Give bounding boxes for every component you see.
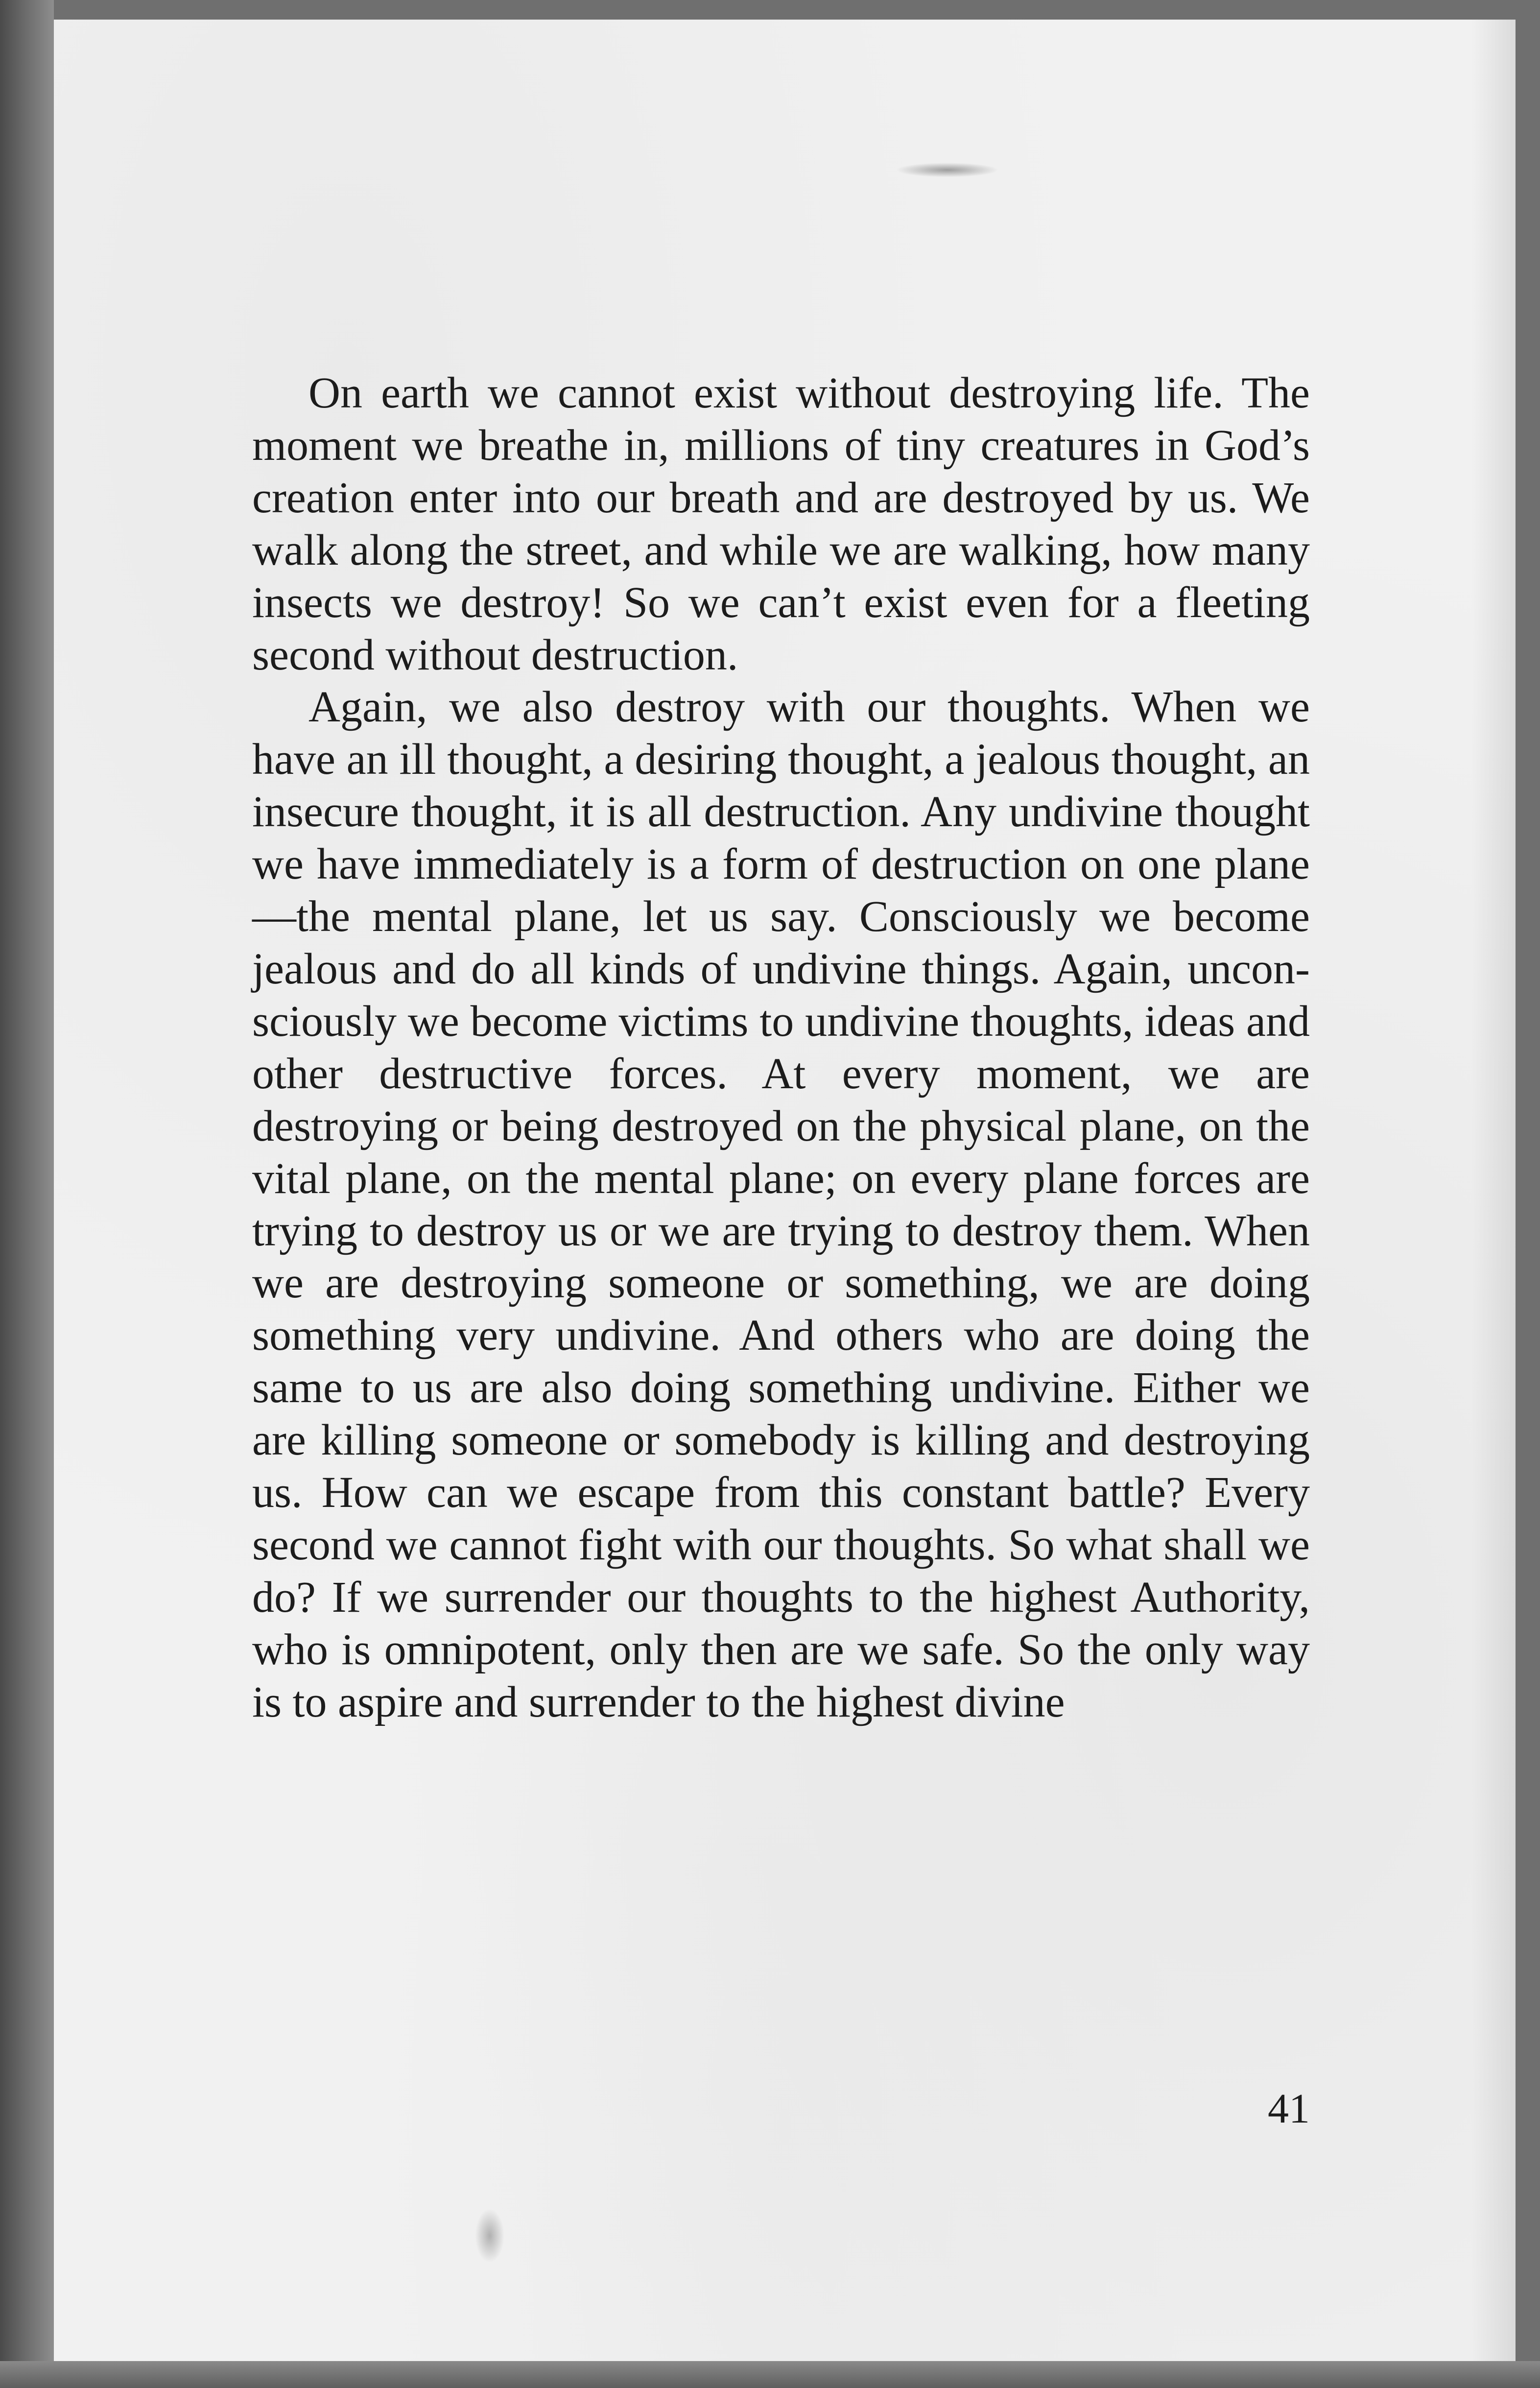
- ink-smudge: [475, 2209, 504, 2263]
- paragraph: On earth we cannot exist without destroying life. The moment we breathe in, millions of tiny creatures in God’s creation enter into our breath and are destroyed by us. We walk along the street, and while we are walking, how many insects we destroy! So we can’t exist even for a fleeting second without destruction.: [252, 369, 1310, 679]
- paragraph: Again, we also destroy with our thoughts. When we have an ill thought, a desiring thought, a jealous thought, an insecure thought, it is all destruction. Any undivine thought we have immediately is a form of destruction on one plane—the mental plane, let us say. Consciously we become jealous and do all kinds of undivine things. Again, unconsciously we become victims to undivine thoughts, ideas and other destructive forces. At every moment, we are destroying or being destroyed on the physical plane, on the vital plane, on the mental plane; on every plane forces are trying to destroy us or we are trying to destroy them. When we are destroying someone or something, we are doing something very undivine. And others who are doing the same to us are also doing something undivine. Either we are killing someone or somebody is killing and destroying us. How can we escape from this constant battle? Every second we cannot fight with our thoughts. So what shall we do? If we surrender our thoughts to the highest Authority, who is omnipotent, only then are we safe. So the only way is to aspire and surrender to the highest divine: [252, 683, 1310, 1726]
- ink-smudge: [896, 163, 999, 177]
- scan-bottom-border: [0, 2361, 1540, 2388]
- page-number: 41: [1268, 2085, 1310, 2132]
- scan-left-border: [0, 0, 54, 2388]
- page-edge-shadow: [1471, 20, 1516, 2361]
- body-text: [252, 367, 1310, 1729]
